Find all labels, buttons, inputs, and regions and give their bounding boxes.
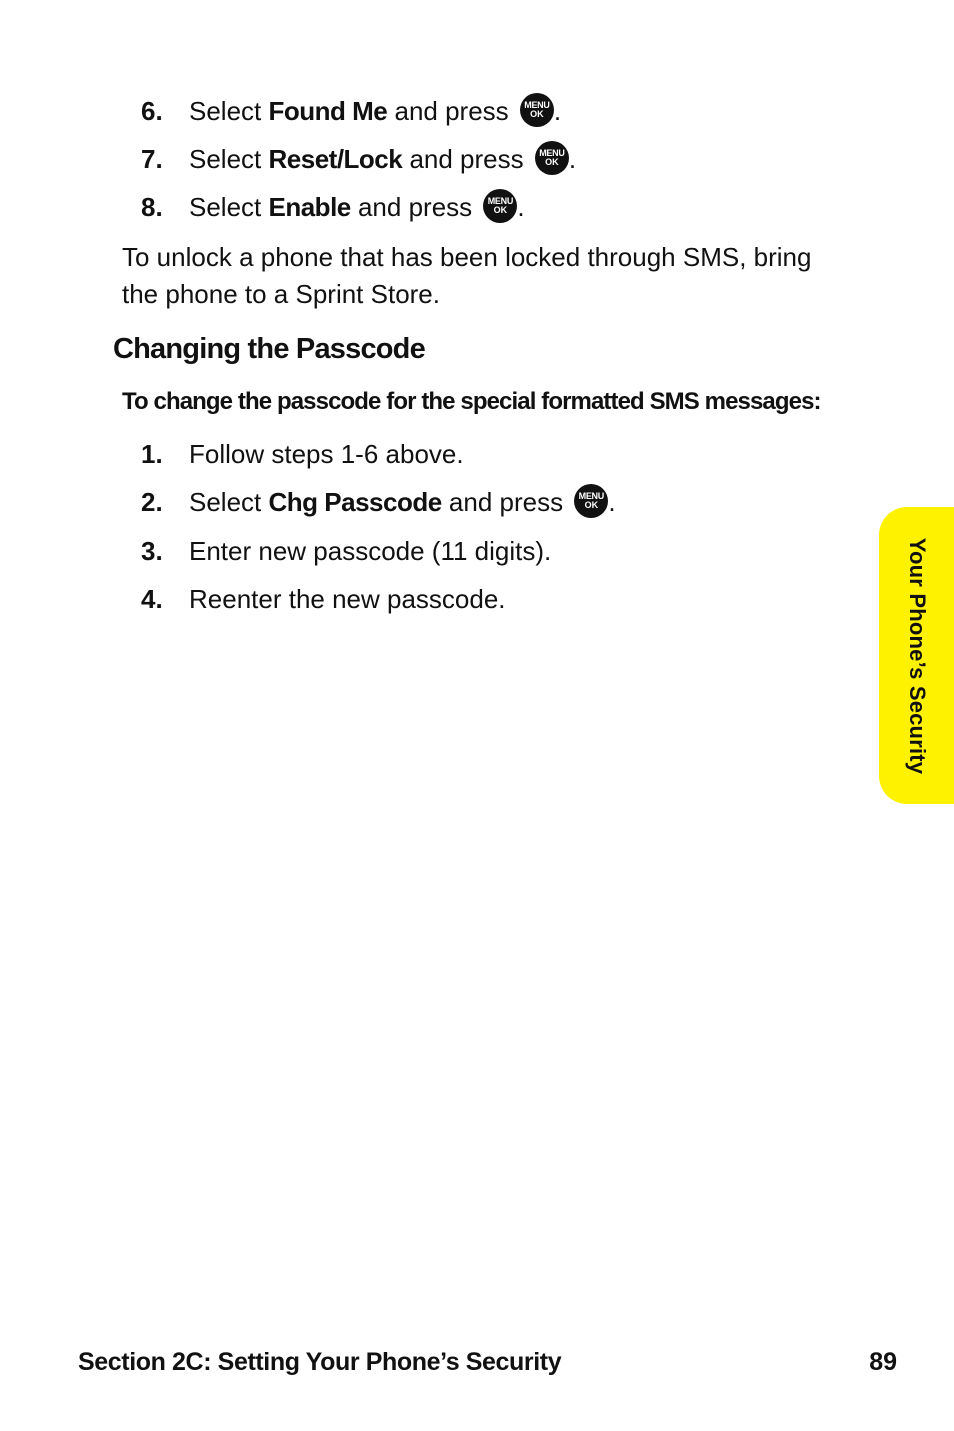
chapter-side-tab-label: Your Phone’s Security: [904, 537, 930, 774]
step-number: 1.: [141, 439, 163, 469]
menu-ok-key-icon: MENU OK: [520, 93, 554, 127]
step-text: Enter new passcode (11 digits).: [189, 536, 552, 566]
manual-page: 6. Select Found Me and press MENU OK . 7. Select Reset/Lock and press MENU OK . 8. Select Enable and press MENU OK . To unlock a phone that has been locked through SMS, bring the phone to a Sprint Store. Changing the Passcode To change the passcode for the special formatted SMS messages: 1. Follow steps 1-6 above. 2. Select Chg Passcode and press MENU OK . 3. Enter new passcode (11 digits). 4. Reenter the new passcode. Your Phone’s Security Section 2C: Setting Your Phone’s Security 89: [0, 0, 954, 1431]
menu-ok-key-icon: MENU OK: [535, 141, 569, 175]
menu-ok-key-icon: MENU OK: [483, 189, 517, 223]
step-text: and press: [441, 487, 571, 517]
menu-option-found-me: Found Me: [268, 96, 388, 126]
section-subheading: To change the passcode for the special formatted SMS messages:: [122, 388, 821, 415]
footer-section-title: Section 2C: Setting Your Phone’s Security: [78, 1348, 562, 1376]
step-text: and press: [387, 96, 516, 126]
unlock-paragraph: To unlock a phone that has been locked through SMS, bring the phone to a Sprint Store.: [122, 242, 812, 309]
section-heading: Changing the Passcode: [113, 333, 425, 365]
step-text: Select: [189, 144, 269, 174]
step-text: Select: [189, 96, 269, 126]
step-text: Reenter the new passcode.: [189, 584, 506, 614]
step-number: 8.: [141, 192, 163, 222]
step-text: and press: [402, 144, 531, 174]
menu-option-chg-passcode: Chg Passcode: [268, 487, 442, 517]
step-text: Select: [189, 192, 269, 222]
footer-page-number: 89: [869, 1348, 897, 1376]
menu-ok-key-icon: MENU OK: [574, 484, 608, 518]
menu-option-reset-lock: Reset/Lock: [268, 144, 403, 174]
menu-option-enable: Enable: [268, 192, 351, 222]
step-text: Select: [189, 487, 269, 517]
step-number: 6.: [141, 96, 163, 126]
step-number: 7.: [141, 144, 163, 174]
step-number: 4.: [141, 584, 163, 614]
step-number: 3.: [141, 536, 163, 566]
step-text: Follow steps 1-6 above.: [189, 439, 464, 469]
step-text: and press: [350, 192, 480, 222]
chapter-side-tab: [879, 507, 954, 804]
step-number: 2.: [141, 487, 163, 517]
